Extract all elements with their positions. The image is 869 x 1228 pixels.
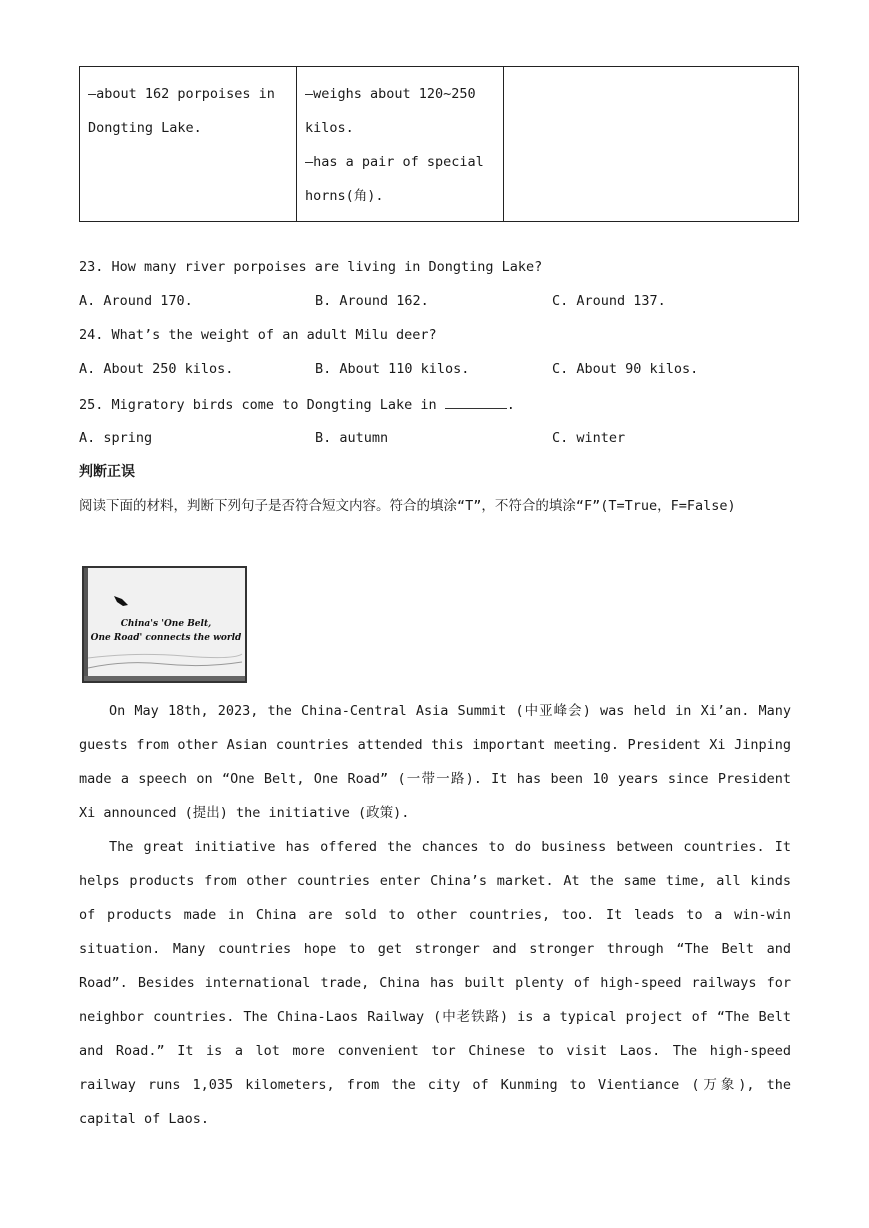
option-b: B. Around 162. [315,293,429,309]
table-cell-milu-deer [297,67,504,222]
cell-text: —about 162 porpoises in Dongting Lake. [88,86,275,136]
answer-blank [445,394,507,409]
option-b: B. autumn [315,430,389,446]
option-a: A. Around 170. [79,293,193,309]
news-photo [82,566,247,683]
table-row [80,67,799,222]
section-instruction: 阅读下面的材料，判断下列句子是否符合短文内容。符合的填涂“T”，不符合的填涂“F”(T=True，F=False) [79,498,736,514]
option-a: A. spring [79,430,153,446]
option-c: C. winter [552,430,626,446]
stem-text: 25. Migratory birds come to Dongting Lake in [79,397,445,413]
option-b: B. About 110 kilos. [315,361,470,377]
passage-paragraph: On May 18th, 2023, the China-Central Asia Summit (中亚峰会) was held in Xi’an. Many guests from other Asian countries attended this important meeting. President Xi Jinping made a speech on “One Belt, One Road” (一带一路). It has been 10 years since President Xi announced (提出) the initiative (政策). [79,703,791,821]
info-table [79,66,799,222]
photo-caption-line2: One Road' connects the world [90,633,242,643]
photo-caption-line1: China's 'One Belt, [120,619,212,629]
question-stem: 23. How many river porpoises are living in Dongting Lake? [79,259,543,275]
photo-graphic [84,568,245,681]
option-c: C. Around 137. [552,293,666,309]
table-cell-empty [504,67,799,222]
section-title: 判断正误 [79,464,135,480]
option-a: A. About 250 kilos. [79,361,234,377]
table-cell-porpoise [80,67,297,222]
question-stem [79,394,515,415]
question-stem: 24. What’s the weight of an adult Milu deer? [79,327,437,343]
cell-text: —has a pair of special horns(角). [305,154,484,204]
cell-text: —weighs about 120~250 kilos. [305,86,476,136]
option-c: C. About 90 kilos. [552,361,699,377]
passage-paragraph: The great initiative has offered the chances to do business between countries. It helps products from other countries enter China’s market. At the same time, all kinds of products made in China are sold to other countries, too. It leads to a win-win situation. Many countries hope to get stronger and stronger through “The Belt and Road”. Besides international trade, China has built plenty of high-speed railways for neighbor countries. The China-Laos Railway (中老铁路) is a typical project of “The Belt and Road.” It is a lot more convenient tor Chinese to visit Laos. The high-speed railway runs 1,035 kilometers, from the city of Kunming to Vientiance (万象), the capital of Laos. [79,839,791,1127]
stem-text: . [506,397,515,413]
